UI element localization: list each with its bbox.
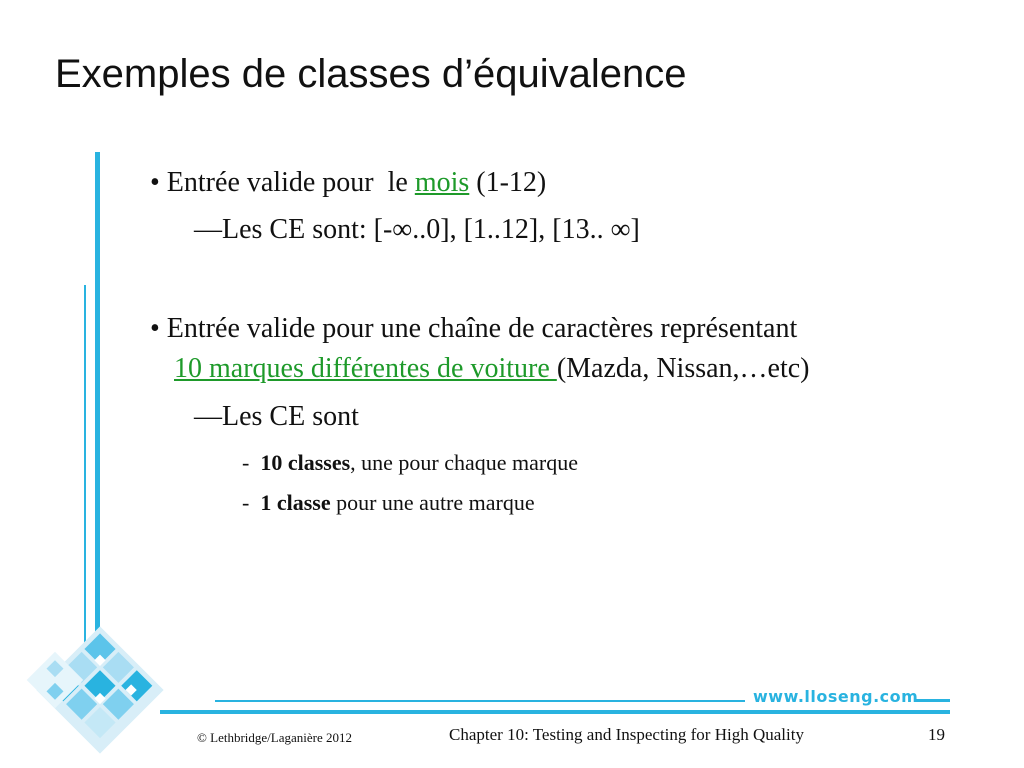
bottom-horizontal-bar-thick (160, 710, 950, 714)
item-rest: pour une autre marque (330, 490, 535, 515)
bullet-mois-prefix: • Entrée valide pour le (150, 167, 415, 198)
sub-bullet-ce-mois: —Les CE sont: [-∞..0], [1..12], [13.. ∞] (194, 214, 640, 245)
item-bold: 10 classes (260, 450, 351, 475)
slide-title: Exemples de classes d’équivalence (55, 52, 687, 96)
footer-page-number: 19 (928, 725, 945, 744)
bottom-horizontal-bar-right (915, 699, 950, 702)
diamond-logo-icon (0, 0, 200, 768)
bullet-mois (150, 165, 546, 201)
list-item (242, 449, 578, 477)
item-dash: - (242, 450, 250, 475)
list-item (242, 489, 535, 517)
footer-chapter: Chapter 10: Testing and Inspecting for High Quality (449, 725, 804, 744)
bullet-mois-suffix: (1-12) (469, 167, 547, 198)
sub-bullet-ce-sont: —Les CE sont (194, 401, 359, 432)
item-dash: - (242, 490, 250, 515)
item-bold: 1 classe (260, 490, 331, 515)
bullet-chaine (150, 311, 797, 347)
link-mois[interactable]: mois (414, 167, 470, 198)
bullet-chaine-line2 (174, 351, 810, 387)
footer-url: www.lloseng.com (753, 687, 919, 706)
bottom-horizontal-bar-thin (215, 700, 745, 702)
footer-copyright: © Lethbridge/Laganière 2012 (197, 730, 352, 745)
link-marques-voiture[interactable]: 10 marques différentes de voiture (174, 353, 557, 384)
bullet-chaine-suffix: (Mazda, Nissan,…etc) (556, 353, 810, 384)
item-rest: , une pour chaque marque (350, 450, 579, 475)
bullet-chaine-line1: • Entrée valide pour une chaîne de caractères représentant (150, 313, 798, 344)
